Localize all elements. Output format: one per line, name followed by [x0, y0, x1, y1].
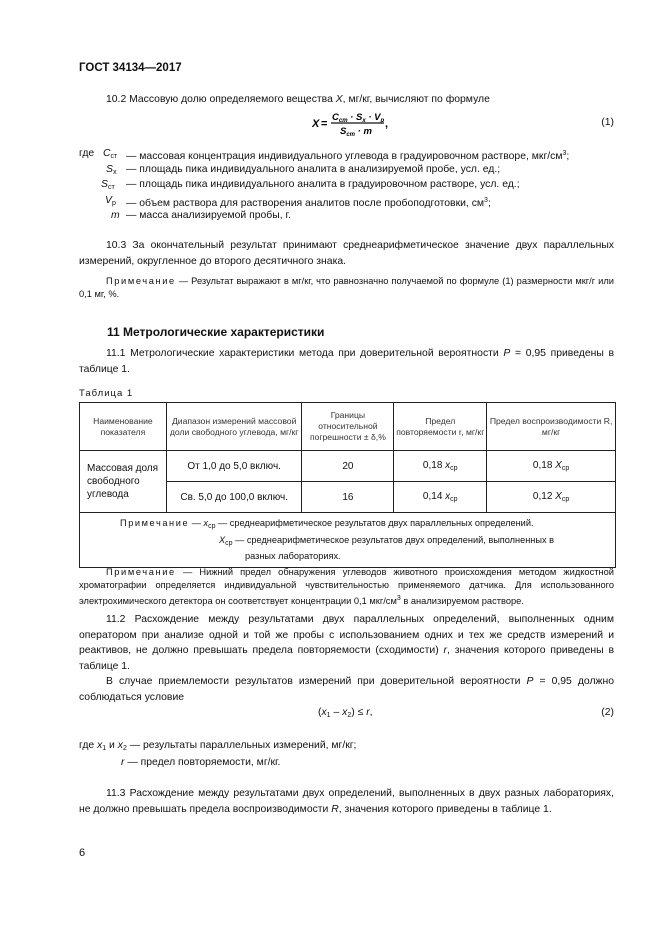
doc-header: ГОСТ 34134—2017 — [79, 62, 182, 74]
table-cell-name: Массовая доля свободного углевода — [80, 451, 167, 513]
svg-text:=: = — [321, 118, 328, 130]
para-11-2: 11.2 Расхождение между результатами двух параллельных определений, выполненных одним оператором при анализе одной и той же пробы с использованием одних и тех же средств измерений и реактивов, не должно превышать предела повторяемости (сходимости) r, значения которого приведены в таблице 1. — [79, 614, 614, 672]
para-10-3: 10.3 За окончательный результат принимают среднеарифметическое значение двух параллельных измерений, округленное до второго десятичного знака. — [79, 240, 614, 267]
table-header-cell: Границы относительной погрешности ± δ,% — [302, 403, 394, 451]
svg-text:Sст · m: $S_{ст} \cdot m$ — [340, 126, 372, 138]
table-note-row — [80, 513, 616, 568]
document-page: ГОСТ 34134—2017 10.2 Массовую долю определяемого вещества X, мг/кг, вычисляют по формуле X = $C_{ст} \cdot S_x \cdot V_р$ $S_{ст} \cdot m$ , (1) где $C_{ст}$ — массовая концентрация индивидуального углевода в градуировочном растворе, мкг/$см^3$; $S_x$ — площадь пика индивидуального аналита в анализируемой пробе, усл. ед.; $S_{ст}$ — площадь пика индивидуального аналита в градуировочном растворе, усл. ед.; $V_р$ — объем раствора для растворения аналитов после пробоподготовки, $см^3$; m — масса анализируемой пробы, г. 10.3 За окончательный результат принимают среднеарифметическое значение двух параллельных измерений, округленное до второго десятичного знака. Примечание — Результат выражают в мг/кг, что равнозначно получаемой по формуле (1) размерности мкг/г или 0,1 мг, %. 11 Метрологические характеристики 11.1 Метрологические характеристики метода при доверительной вероятности P = 0,95 приведены в таблице 1. Таблица 1 Наименование показателя Диапазон измерений массовой доли свободного углевода, мг/кг Границы относительной погрешности ± δ,% Предел повторяемости r, мг/кг Предел воспроизводимости R, мг/кг Массовая доля свободного углевода От 1,0 до 5,0 включ. 20 0,18 $x_{ср}$ 0,18 $X_{ср}$ Св. 5,0 до 100,0 включ. 16 0,14 $x_{ср}$ 0,12 $X_{ср}$ Примечание — $x_{ср}$ — среднеарифметическое результатов двух параллельных определений. $X_{ср}$ — среднеарифметическое результатов двух определений, выполненных в разных лабораториях. Примечание — Нижний предел обнаружения углеводов животного происхождения методом жидкостной хроматографии определяется индивидуальной чувствительностью применяемого датчика. Для использованного электрохимического детектора он соответствует концентрации 0,1 мкг/$см^3$ в анализируемом растворе. 11.2 Расхождение между результатами двух параллельных определений, выполненных одним оператором при анализе одной и той же пробы с использованием одних и тех же средств измерений и реактивов, не должно превышать предела повторяемости (сходимости) r, значения которого приведены в таблице 1. В случае приемлемости результатов измерений при доверительной вероятности P = 0,95 должно соблюдаться условие $(x_1 - x_2) \le r$, (2) где $x_1$ и $x_2$ — результаты параллельных измерений, мг/кг; r — предел повторяемости, мг/кг. 11.3 Расхождение между результатами двух определений, выполненных в двух разных лабораториях, не должно превышать предела воспроизводимости R, значения которого приведены в таблице 1. 6 — [79, 62, 614, 859]
table-cell-r: 0,14 $x_{ср}$ — [394, 482, 487, 513]
para-11-2-condition: В случае приемлемости результатов измерений при доверительной вероятности P = 0,95 должно соблюдаться условие — [79, 676, 614, 703]
formula-1-lhs: X — [312, 118, 320, 130]
para-11-1: 11.1 Метрологические характеристики метода при доверительной вероятности P = 0,95 приведены в таблице 1. — [79, 348, 614, 375]
table-cell-range: Св. 5,0 до 100,0 включ. — [166, 482, 302, 513]
formula-2-legend-x: где $x_1$ и $x_2$ — результаты параллельных измерений, мг/кг; — [79, 740, 357, 752]
formula-2-number: (2) — [601, 707, 614, 718]
table-cell-delta: 20 — [302, 451, 394, 482]
note-detection-limit: Примечание — Нижний предел обнаружения углеводов животного происхождения методом жидкостной хроматографии определяется индивидуальной чувствительностью применяемого датчика. Для использованного электрохимического детектора он соответствует концентрации 0,1 мкг/$см^3$ в анализируемом растворе. — [79, 567, 614, 606]
svg-text:,: , — [385, 118, 389, 130]
para-11-3: 11.3 Расхождение между результатами двух определений, выполненных в двух разных лабораториях, не должно превышать предела воспроизводимости R, значения которого приведены в таблице 1. — [79, 788, 614, 815]
formula-1-number: (1) — [601, 117, 614, 128]
table-cell-r: 0,18 $x_{ср}$ — [394, 451, 487, 482]
note-10-3: Примечание — Результат выражают в мг/кг, что равнозначно получаемой по формуле (1) размерности мкг/г или 0,1 мг, %. — [79, 276, 614, 299]
table-1-caption: Таблица 1 — [79, 388, 134, 399]
table-cell-range: От 1,0 до 5,0 включ. — [166, 451, 302, 482]
table-cell-delta: 16 — [302, 482, 394, 513]
table-header-cell: Предел воспроизводимости R, мг/кг — [487, 403, 616, 451]
table-header-cell: Предел повторяемости r, мг/кг — [394, 403, 487, 451]
section-11-title: 11 Метрологические характеристики — [107, 325, 325, 339]
svg-text:Cст · Sx · Vр: $C_{ст} \cdot S_x \cdot V_р$ — [332, 112, 385, 124]
table-header-cell: Диапазон измерений массовой доли свободного углевода, мг/кг — [166, 403, 302, 451]
table-1 — [79, 402, 616, 568]
table-header-row — [80, 403, 616, 451]
para-10-2-intro: 10.2 Массовую долю определяемого вещества X, мг/кг, вычисляют по формуле — [106, 94, 490, 105]
formula-2-legend-r: r — предел повторяемости, мг/кг. — [121, 757, 281, 768]
formula-2: $(x_1 - x_2) \le r$, — [318, 707, 373, 719]
page-number: 6 — [79, 847, 86, 859]
table-cell-R: 0,18 $X_{ср}$ — [487, 451, 616, 482]
formula-1 — [312, 108, 392, 138]
table-header-cell: Наименование показателя — [80, 403, 167, 451]
table-note: Примечание — $x_{ср}$ — среднеарифметическое результатов двух параллельных определений. $X_{ср}$ — среднеарифметическое результатов двух определений, выполненных в разных лабораториях. — [80, 513, 616, 568]
table-row — [80, 451, 616, 482]
table-cell-R: 0,12 $X_{ср}$ — [487, 482, 616, 513]
